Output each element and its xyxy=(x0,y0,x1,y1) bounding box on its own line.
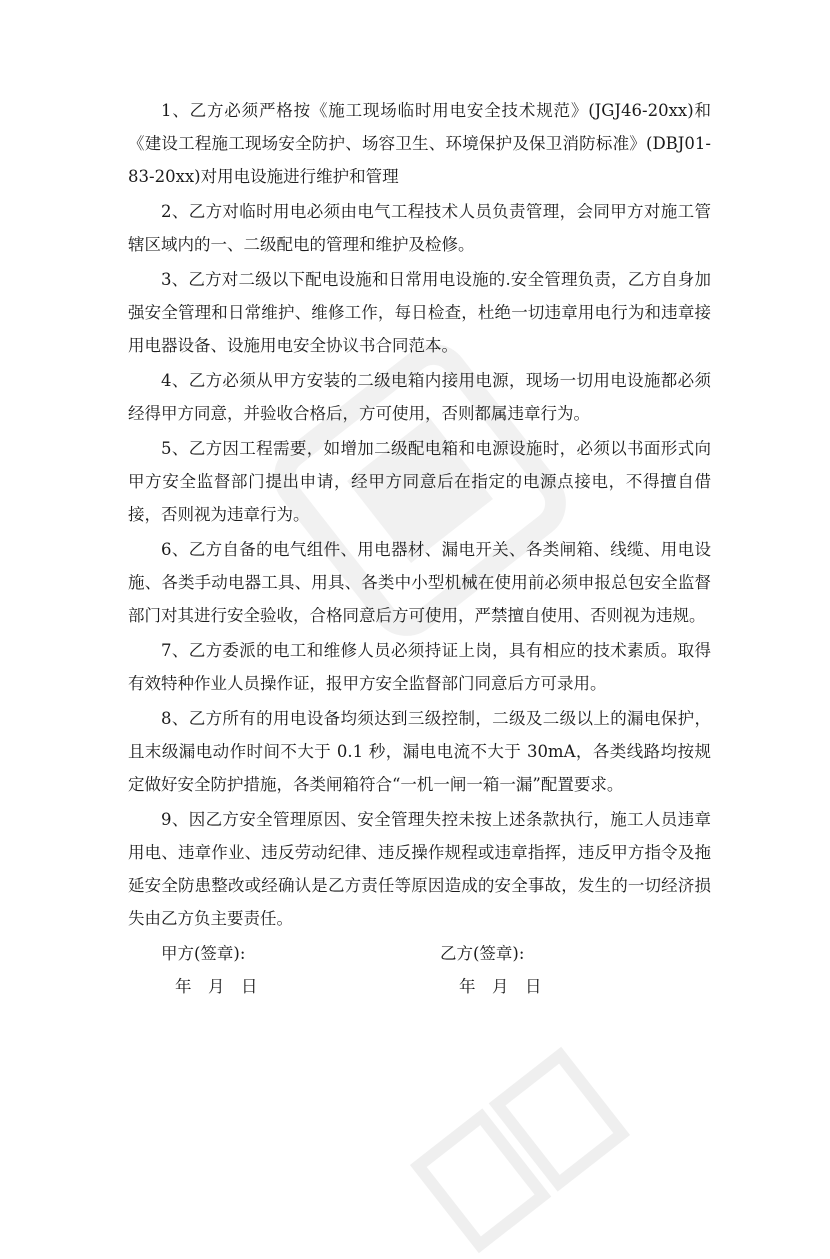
party-a-seal-label: 甲方(签章): xyxy=(161,944,246,963)
watermark-logo-lower xyxy=(404,1041,635,1259)
clause-6: 6、乙方自备的电气组件、用电器材、漏电开关、各类闸箱、线缆、用电设施、各类手动电器工具、用具、各类中小型机械在使用前必须申报总包安全监督部门对其进行安全验收，合格同意后方可使用，严禁擅自使用、否则视为违规。 xyxy=(128,540,711,625)
clause-5: 5、乙方因工程需要，如增加二级配电箱和电源设施时，必须以书面形式向甲方安全监督部门提出申请，经甲方同意后在指定的电源点接电，不得擅自借接，否则视为违章行为。 xyxy=(128,439,711,524)
clause-8: 8、乙方所有的用电设备均须达到三级控制，二级及二级以上的漏电保护，且末级漏电动作时间不大于 0.1 秒，漏电电流不大于 30mA，各类线路均按规定做好安全防护措施，各类闸箱符合“一机一闸一箱一漏”配置要求。 xyxy=(128,709,711,794)
clause-4: 4、乙方必须从甲方安装的二级电箱内接用电源，现场一切用电设施都必须经得甲方同意，并验收合格后，方可使用，否则都属违章行为。 xyxy=(128,371,711,423)
clause-1: 1、乙方必须严格按《施工现场临时用电安全技术规范》(JGJ46-20xx)和《建设工程施工现场安全防护、场容卫生、环境保护及保卫消防标准》(DBJ01-83-20xx)对用电设施进行维护和管理 xyxy=(128,101,711,186)
date-row xyxy=(128,970,711,1003)
document-body xyxy=(128,94,711,1003)
party-a-date: 年 月 日 xyxy=(175,977,258,996)
clause-3: 3、乙方对二级以下配电设施和日常用电设施的.安全管理负责，乙方自身加强安全管理和日常维护、维修工作，每日检查，杜绝一切违章用电行为和违章接用电器设备、设施用电安全协议书合同范本。 xyxy=(128,270,711,355)
signature-row xyxy=(128,937,711,970)
party-b-date: 年 月 日 xyxy=(459,977,542,996)
clause-7: 7、乙方委派的电工和维修人员必须持证上岗，具有相应的技术素质。取得有效特种作业人员操作证，报甲方安全监督部门同意后方可录用。 xyxy=(128,641,711,693)
clause-9: 9、因乙方安全管理原因、安全管理失控未按上述条款执行，施工人员违章用电、违章作业、违反劳动纪律、违反操作规程或违章指挥，违反甲方指令及拖延安全防患整改或经确认是乙方责任等原因造成的安全事故，发生的一切经济损失由乙方负主要责任。 xyxy=(128,810,711,928)
party-b-seal-label: 乙方(签章): xyxy=(440,944,525,963)
clause-2: 2、乙方对临时用电必须由电气工程技术人员负责管理，会同甲方对施工管辖区域内的一、二级配电的管理和维护及检修。 xyxy=(128,202,711,254)
